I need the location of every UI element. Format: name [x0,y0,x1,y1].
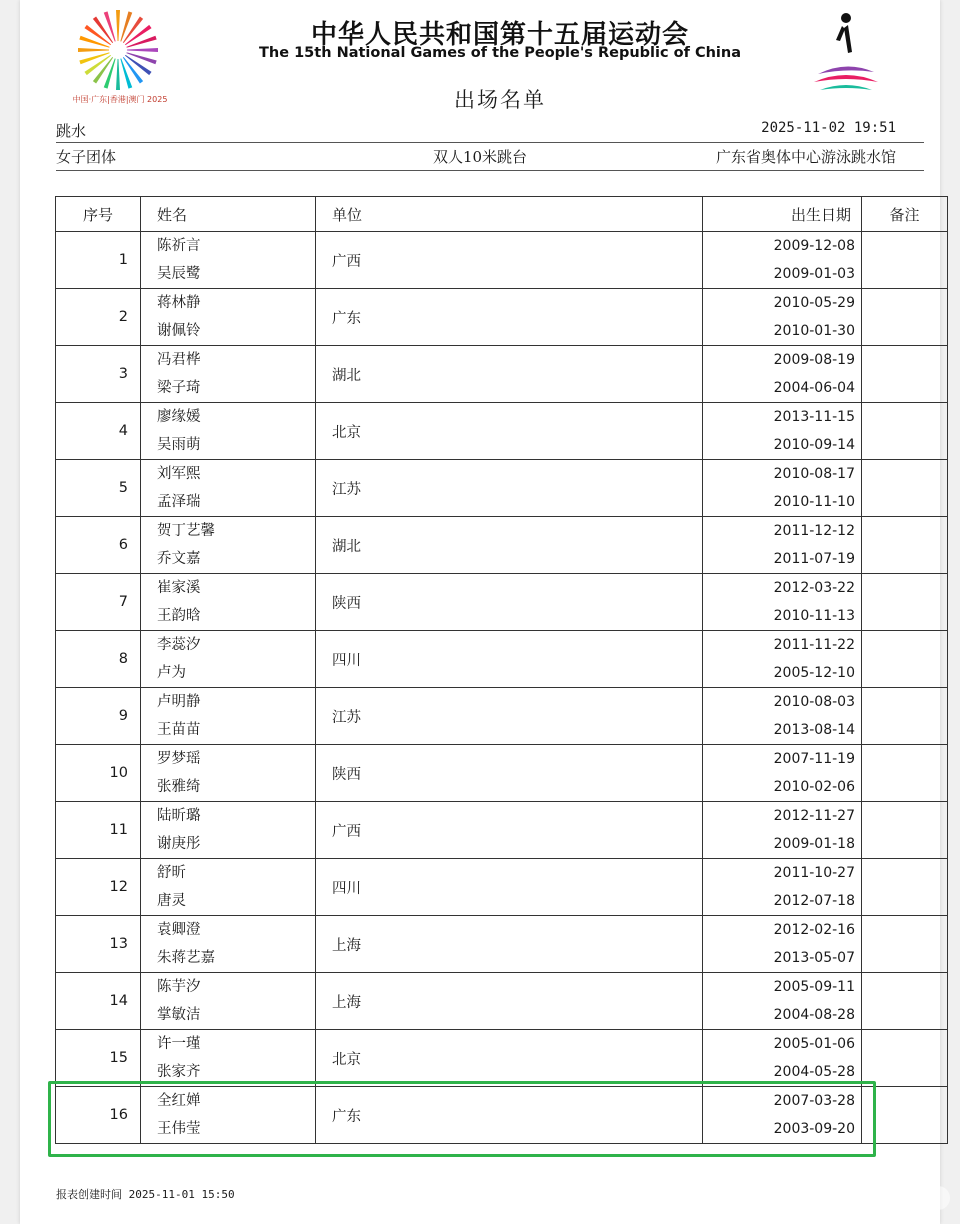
remarks [862,631,948,688]
row-number: 2 [56,289,141,346]
team-unit: 湖北 [316,346,703,403]
table-row [56,631,948,688]
discipline-label: 双人10米跳台 [432,148,528,166]
birth-date: 2005-09-11 [773,979,855,995]
athlete-name: 谢佩铃 [157,323,201,339]
athlete-name: 王伟莹 [157,1121,201,1137]
table-row [56,289,948,346]
team-unit: 广西 [316,802,703,859]
table-row [56,688,948,745]
birth-date: 2010-01-30 [773,323,855,339]
document-title: 出场名单 [454,88,546,112]
footer-time: 2025-11-01 15:50 [128,1188,235,1201]
table-row [56,460,948,517]
row-number: 1 [56,232,141,289]
athlete-name: 张雅绮 [157,779,201,795]
athlete-names [141,688,316,745]
athlete-names [141,631,316,688]
remarks [862,1030,948,1087]
team-unit: 四川 [316,631,703,688]
remarks [862,802,948,859]
team-unit: 江苏 [316,460,703,517]
birth-dates [703,916,862,973]
table-row [56,403,948,460]
team-unit: 上海 [316,973,703,1030]
row-number: 8 [56,631,141,688]
birth-dates [703,232,862,289]
birth-date: 2013-11-15 [773,409,855,425]
birth-date: 2007-11-19 [773,751,855,767]
athlete-name: 掌敏洁 [157,1007,201,1023]
athlete-name: 王苗苗 [157,722,201,738]
remarks [862,289,948,346]
athlete-names [141,517,316,574]
birth-date: 2009-01-03 [773,266,855,282]
venue-label: 广东省奥体中心游泳跳水馆 [715,148,896,166]
birth-date: 2010-11-13 [773,608,855,624]
birth-date: 2012-02-16 [773,922,855,938]
row-number: 5 [56,460,141,517]
flower-emblem-icon [60,4,180,96]
team-unit: 北京 [316,403,703,460]
athlete-names [141,346,316,403]
birth-date: 2009-08-19 [773,352,855,368]
remarks [862,916,948,973]
birth-date: 2010-02-06 [773,779,855,795]
athlete-name: 许一瑾 [157,1036,201,1052]
birth-dates [703,517,862,574]
birth-date: 2004-06-04 [773,380,855,396]
athlete-name: 乔文嘉 [157,551,201,567]
table-row [56,232,948,289]
team-unit: 陕西 [316,745,703,802]
athlete-name: 吴辰鹭 [157,266,201,282]
team-unit: 北京 [316,1030,703,1087]
table-row [56,574,948,631]
games-title-english: The 15th National Games of the People's Republic of China [259,45,741,61]
athlete-name: 谢庚彤 [157,836,201,852]
table-row [56,916,948,973]
athlete-names [141,232,316,289]
remarks [862,745,948,802]
remarks [862,1087,948,1144]
birth-date: 2011-07-19 [773,551,855,567]
birth-dates [703,802,862,859]
birth-date: 2009-12-08 [773,238,855,254]
report-created-time [56,1186,235,1202]
games-title-chinese: 中华人民共和国第十五届运动会 [310,20,689,50]
remarks [862,973,948,1030]
birth-date: 2013-05-07 [773,950,855,966]
birth-date: 2012-11-27 [773,808,855,824]
watermark [810,1180,960,1214]
birth-date: 2010-09-14 [773,437,855,453]
team-unit: 广西 [316,232,703,289]
birth-date: 2012-03-22 [773,580,855,596]
birth-date: 2011-11-22 [773,637,855,653]
row-number: 12 [56,859,141,916]
birth-dates [703,574,862,631]
athlete-name: 张家齐 [157,1064,201,1080]
athlete-name: 刘军熙 [157,466,201,482]
remarks [862,232,948,289]
logo-caption: 中国·广东|香港|澳门 2025 [72,95,168,104]
table-row [56,745,948,802]
header-unit: 单位 [316,197,703,232]
athlete-name: 袁卿澄 [157,922,201,938]
birth-dates [703,688,862,745]
athlete-names [141,916,316,973]
athlete-name: 陆昕璐 [157,808,201,824]
athlete-name: 陈芋汐 [157,979,201,995]
team-unit: 湖北 [316,517,703,574]
remarks [862,460,948,517]
athlete-name: 全红婵 [157,1093,201,1109]
team-unit: 广东 [316,289,703,346]
row-number: 15 [56,1030,141,1087]
athlete-name: 崔家溪 [157,580,201,596]
birth-date: 2003-09-20 [773,1121,855,1137]
athlete-names [141,574,316,631]
document-page [20,0,940,1224]
birth-date: 2011-12-12 [773,523,855,539]
athlete-name: 贺丁艺馨 [157,523,215,539]
team-unit: 四川 [316,859,703,916]
athlete-names [141,289,316,346]
row-number: 3 [56,346,141,403]
row-number: 13 [56,916,141,973]
team-unit: 江苏 [316,688,703,745]
birth-date: 2009-01-18 [773,836,855,852]
row-number: 11 [56,802,141,859]
team-unit: 上海 [316,916,703,973]
birth-date: 2011-10-27 [773,865,855,881]
athlete-name: 冯君桦 [157,352,201,368]
athlete-name: 罗梦瑶 [157,751,201,767]
athlete-names [141,859,316,916]
birth-dates [703,631,862,688]
athlete-name: 卢明静 [157,694,201,710]
athlete-names [141,1087,316,1144]
athlete-name: 廖缘媛 [157,409,201,425]
athlete-name: 吴雨萌 [157,437,201,453]
divider [56,170,924,171]
birth-date: 2013-08-14 [773,722,855,738]
athlete-name: 王韵晗 [157,608,201,624]
row-number: 9 [56,688,141,745]
watermark-bar [810,1186,950,1210]
birth-date: 2005-12-10 [773,665,855,681]
athlete-names [141,802,316,859]
team-unit: 陕西 [316,574,703,631]
header-note: 备注 [862,197,948,232]
athlete-name: 蒋林静 [157,295,201,311]
birth-date: 2004-05-28 [773,1064,855,1080]
table-header-row [56,197,948,232]
birth-dates [703,1087,862,1144]
row-number: 7 [56,574,141,631]
athlete-names [141,745,316,802]
table-row [56,973,948,1030]
athlete-names [141,460,316,517]
row-number: 10 [56,745,141,802]
birth-dates [703,745,862,802]
athlete-name: 唐灵 [157,893,186,909]
remarks [862,517,948,574]
birth-dates [703,1030,862,1087]
athlete-names [141,403,316,460]
athlete-name: 朱蒋艺嘉 [157,950,215,966]
team-unit: 广东 [316,1087,703,1144]
remarks [862,859,948,916]
athlete-names [141,973,316,1030]
sport-label: 跳水 [56,122,87,140]
row-number: 6 [56,517,141,574]
birth-date: 2007-03-28 [773,1093,855,1109]
birth-date: 2010-11-10 [773,494,855,510]
birth-date: 2012-07-18 [773,893,855,909]
athlete-name: 舒昕 [157,865,186,881]
footer-label: 报表创建时间 [56,1188,122,1201]
divider [56,142,924,143]
header-name: 姓名 [141,197,316,232]
remarks [862,403,948,460]
athlete-name: 李蕊汐 [157,637,201,653]
table-row [56,1030,948,1087]
remarks [862,574,948,631]
birth-dates [703,346,862,403]
header-no: 序号 [56,197,141,232]
remarks [862,688,948,745]
print-timestamp: 2025-11-02 19:51 [761,120,896,136]
birth-dates [703,289,862,346]
table-row [56,517,948,574]
row-number: 4 [56,403,141,460]
table-row [56,859,948,916]
birth-date: 2010-08-03 [773,694,855,710]
row-number: 16 [56,1087,141,1144]
birth-dates [703,973,862,1030]
birth-dates [703,859,862,916]
remarks [862,346,948,403]
athlete-name: 陈祈言 [157,238,201,254]
row-number: 14 [56,973,141,1030]
athlete-names [141,1030,316,1087]
event-label: 女子团体 [56,148,117,166]
birth-dates [703,403,862,460]
header-dob: 出生日期 [703,197,862,232]
table-row [56,346,948,403]
athlete-name: 梁子琦 [157,380,201,396]
games-logo [60,4,180,112]
athlete-name: 卢为 [157,665,186,681]
start-list-table [55,196,948,1144]
athlete-name: 孟泽瑞 [157,494,201,510]
birth-dates [703,460,862,517]
table-row [56,1087,948,1144]
table-row [56,802,948,859]
birth-date: 2004-08-28 [773,1007,855,1023]
birth-date: 2010-08-17 [773,466,855,482]
birth-date: 2005-01-06 [773,1036,855,1052]
birth-date: 2010-05-29 [773,295,855,311]
